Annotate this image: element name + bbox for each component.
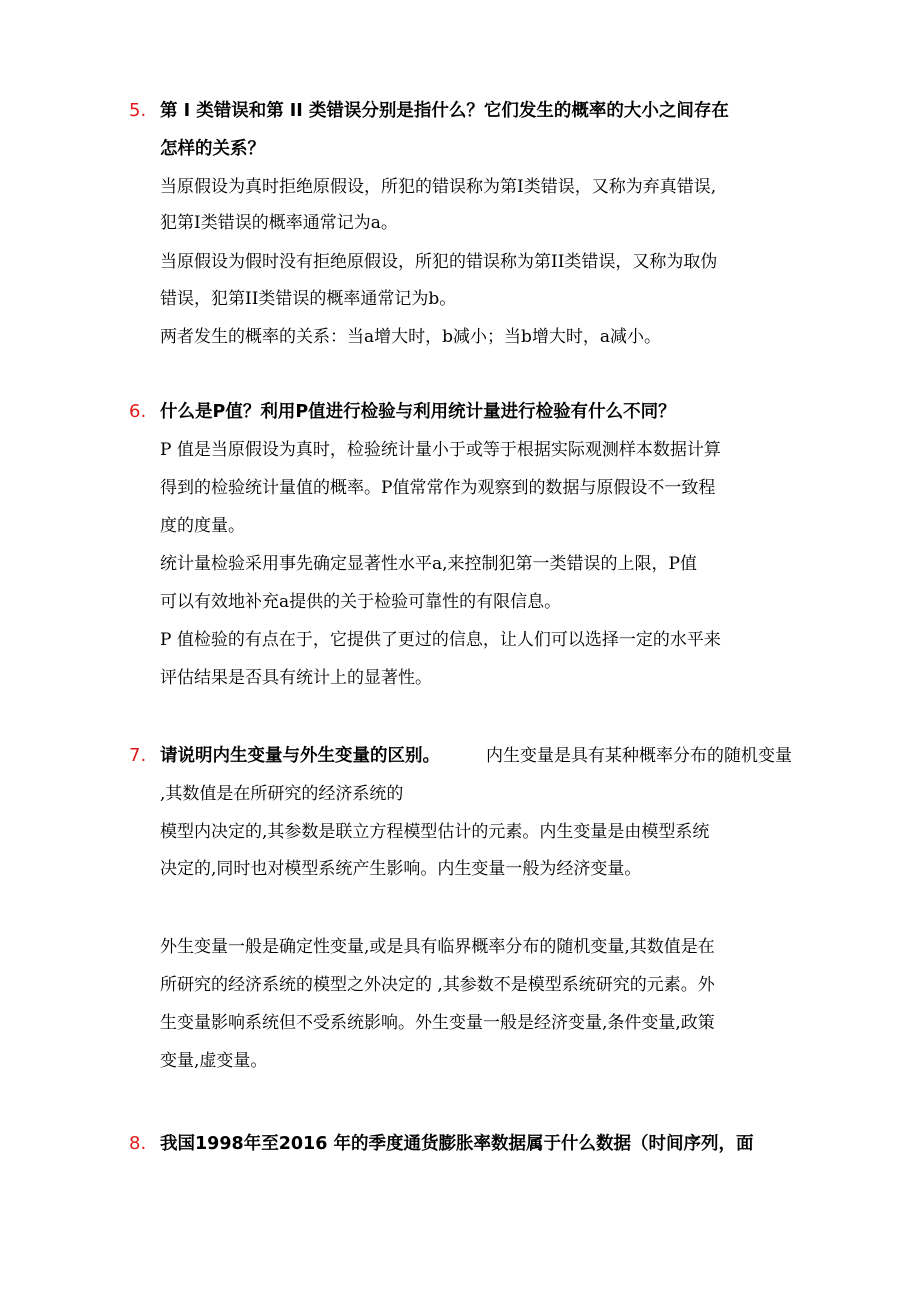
answer-line: 可以有效地补充a提供的关于检验可靠性的有限信息。 (160, 592, 562, 612)
answer-line: 犯第I类错误的概率通常记为a。 (160, 213, 398, 233)
answer-line: P 值是当原假设为真时，检验统计量小于或等于根据实际观测样本数据计算 (160, 440, 721, 460)
answer-line: 变量,虚变量。 (160, 1051, 268, 1071)
question-number: 7. (129, 745, 147, 766)
answer-line: 生变量影响系统但不受系统影响。外生变量一般是经济变量,条件变量,政策 (160, 1013, 715, 1033)
answer-line: 决定的,同时也对模型系统产生影响。内生变量一般为经济变量。 (160, 859, 642, 879)
question-number: 8. (129, 1133, 147, 1154)
question-number: 6. (129, 401, 147, 422)
question-title: 我国1998年至2016 年的季度通货膨胀率数据属于什么数据（时间序列，面 (160, 1134, 754, 1154)
answer-inline: 内生变量是具有某种概率分布的随机变量 (486, 746, 792, 766)
question-number: 5. (129, 100, 147, 121)
answer-line: 得到的检验统计量值的概率。P值常常作为观察到的数据与原假设不一致程 (160, 478, 716, 498)
answer-line: 所研究的经济系统的模型之外决定的 ,其参数不是模型系统研究的元素。外 (160, 975, 715, 995)
answer-line: 评估结果是否具有统计上的显著性。 (160, 668, 432, 688)
question-title: 什么是P值？利用P值进行检验与利用统计量进行检验有什么不同？ (160, 402, 676, 422)
answer-line: 当原假设为假时没有拒绝原假设，所犯的错误称为第II类错误，又称为取伪 (160, 252, 718, 272)
question-title: 怎样的关系？ (160, 139, 265, 159)
answer-line: 当原假设为真时拒绝原假设，所犯的错误称为第I类错误，又称为弃真错误, (160, 177, 717, 197)
answer-line: 统计量检验采用事先确定显著性水平a,来控制犯第一类错误的上限，P值 (160, 554, 697, 574)
answer-line: 外生变量一般是确定性变量,或是具有临界概率分布的随机变量,其数值是在 (160, 937, 715, 957)
question-title: 第 I 类错误和第 II 类错误分别是指什么？它们发生的概率的大小之间存在 (160, 101, 729, 121)
answer-line: 模型内决定的,其参数是联立方程模型估计的元素。内生变量是由模型系统 (160, 822, 710, 842)
question-title: 请说明内生变量与外生变量的区别。 (160, 746, 440, 766)
answer-line: 两者发生的概率的关系：当a增大时，b减小；当b增大时，a减小。 (160, 327, 662, 347)
answer-line: P 值检验的有点在于，它提供了更过的信息，让人们可以选择一定的水平来 (160, 630, 721, 650)
answer-line: 度的度量。 (160, 516, 245, 536)
answer-line: 错误，犯第II类错误的概率通常记为b。 (160, 289, 457, 309)
answer-line: ,其数值是在所研究的经济系统的 (160, 784, 404, 804)
